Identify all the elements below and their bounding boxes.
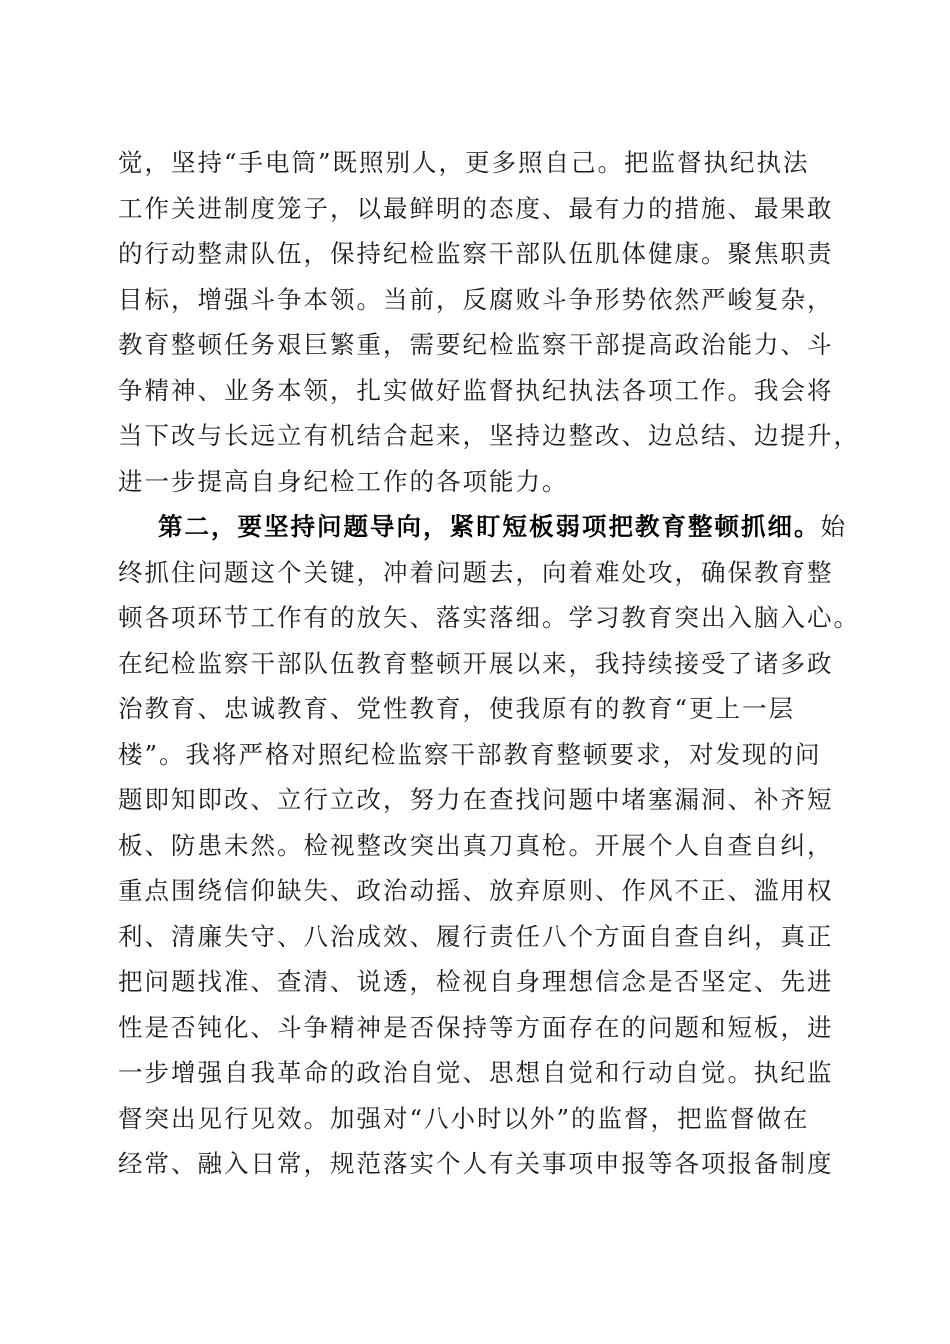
text-line: 把问题找准、查清、说透，检视自身理想信念是否坚定、先进 — [118, 967, 834, 996]
text-line: 顿各项环节工作有的放矢、落实落细。学习教育突出入脑入心。 — [118, 603, 860, 632]
text-line: 板、防患未然。检视整改突出真刀真枪。开展个人自查自纠， — [118, 830, 834, 860]
text-line: 楼”。我将严格对照纪检监察干部教育整顿要求，对发现的问 — [118, 739, 822, 769]
text-line: 一步增强自我革命的政治自觉、思想自觉和行动自觉。执纪监 — [118, 1058, 834, 1087]
text-line — [118, 504, 847, 550]
text-line: 在纪检监察干部队伍教育整顿开展以来，我持续接受了诸多政 — [118, 648, 834, 678]
text-line: 性是否钝化、斗争精神是否保持等方面存在的问题和短板，进 — [118, 1012, 834, 1042]
section-heading: 第二，要坚持问题导向，紧盯短板弱项把教育整顿抓细。 — [158, 512, 821, 541]
text-line: 治教育、忠诚教育、党性教育，使我原有的教育“更上一层 — [118, 694, 796, 723]
text-line: 利、清廉失守、八治成效、履行责任八个方面自查自纠，真正 — [118, 921, 834, 951]
body-text — [118, 140, 860, 1187]
text-line: 督突出见行见效。加强对“八小时以外”的监督，把监督做在 — [118, 1103, 810, 1133]
text-line: 教育整顿任务艰巨繁重，需要纪检监察干部提高政治能力、斗 — [118, 330, 834, 359]
text-line: 的行动整肃队伍，保持纪检监察干部队伍肌体健康。聚焦职责 — [118, 239, 834, 268]
text-line: 终抓住问题这个关键，冲着问题去，向着难处攻，确保教育整 — [118, 557, 834, 587]
text-run: 始 — [820, 512, 847, 541]
text-line: 进一步提高自身纪检工作的各项能力。 — [118, 466, 569, 496]
text-line: 争精神、业务本领，扎实做好监督执纪执法各项工作。我会将 — [118, 375, 834, 405]
text-line: 经常、融入日常，规范落实个人有关事项申报等各项报备制度 — [118, 1149, 834, 1178]
text-line: 题即知即改、立行立改，努力在查找问题中堵塞漏洞、补齐短 — [118, 785, 834, 814]
text-line: 重点围绕信仰缺失、政治动摇、放弃原则、作风不正、滥用权 — [118, 876, 834, 905]
text-line: 觉，坚持“手电筒”既照别人，更多照自己。把监督执纪执法 — [118, 148, 810, 177]
text-line: 目标，增强斗争本领。当前，反腐败斗争形势依然严峻复杂， — [118, 284, 834, 314]
text-line: 工作关进制度笼子，以最鲜明的态度、最有力的措施、最果敢 — [118, 193, 834, 223]
text-line: 当下改与长远立有机结合起来，坚持边整改、边总结、边提升， — [118, 421, 860, 450]
